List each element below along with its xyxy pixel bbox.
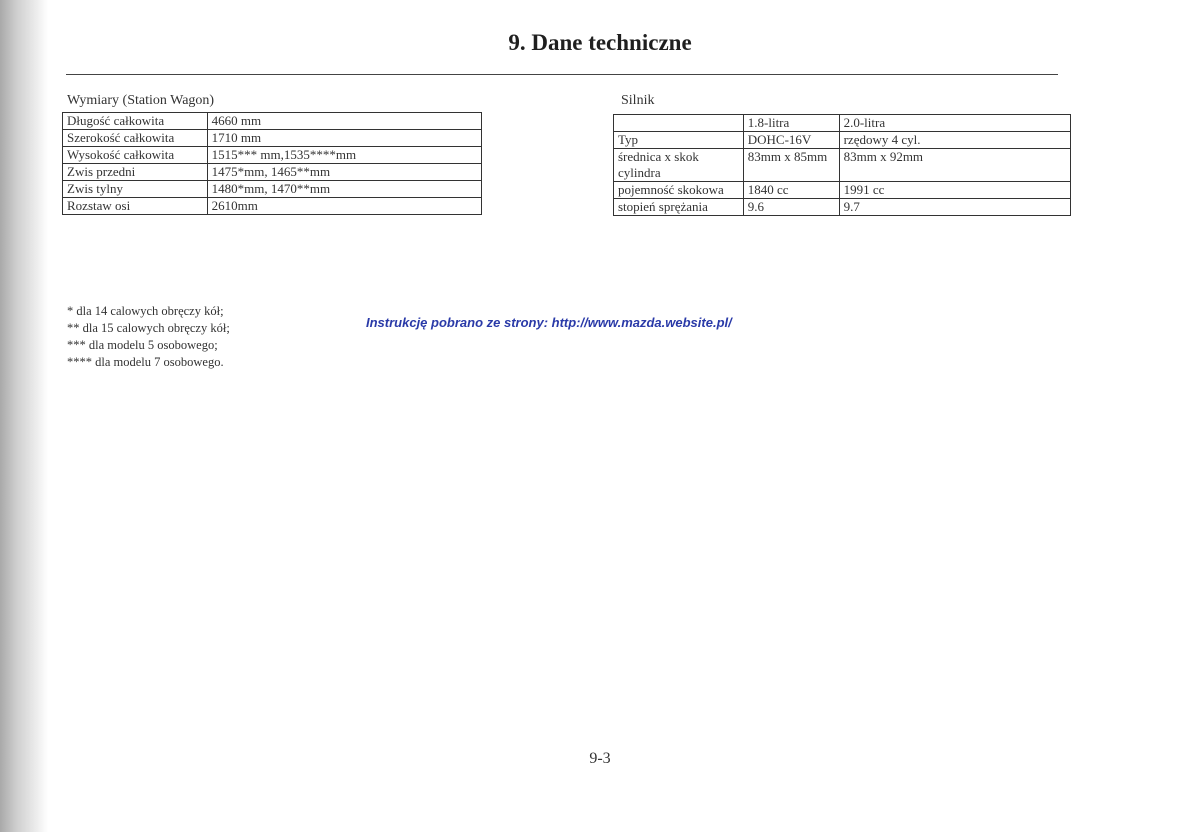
engine-table <box>613 114 1071 216</box>
dimension-label: Szerokość całkowita <box>63 130 208 147</box>
table-row <box>614 149 1071 182</box>
engine-value-2-0: 1991 cc <box>839 182 1070 199</box>
dimension-value: 1710 mm <box>207 130 481 147</box>
table-row <box>63 130 482 147</box>
page-number: 9-3 <box>589 750 611 767</box>
dimension-label: Wysokość całkowita <box>63 147 208 164</box>
engine-value-1-8: 1840 cc <box>743 182 839 199</box>
page-title: 9. Dane techniczne <box>508 30 692 55</box>
table-header-row <box>614 115 1071 132</box>
dimension-label: Zwis przedni <box>63 164 208 181</box>
table-row <box>63 181 482 198</box>
dimensions-table <box>62 112 482 215</box>
footnote: *** dla modelu 5 osobowego; <box>67 338 218 352</box>
footnote: * dla 14 calowych obręczy kół; <box>67 304 224 318</box>
engine-value-2-0: 9.7 <box>839 199 1070 216</box>
table-row <box>63 164 482 181</box>
footnotes <box>67 303 230 371</box>
dimension-label: Długość całkowita <box>63 113 208 130</box>
table-row <box>63 198 482 215</box>
dimension-value: 1515*** mm,1535****mm <box>207 147 481 164</box>
page-binding-shadow <box>0 0 48 832</box>
table-row <box>614 182 1071 199</box>
title-divider <box>66 74 1058 75</box>
dimension-value: 1475*mm, 1465**mm <box>207 164 481 181</box>
dimension-label: Rozstaw osi <box>63 198 208 215</box>
column-header: 1.8-litra <box>743 115 839 132</box>
engine-value-1-8: 9.6 <box>743 199 839 216</box>
dimension-label: Zwis tylny <box>63 181 208 198</box>
dimension-value: 2610mm <box>207 198 481 215</box>
engine-value-1-8: DOHC-16V <box>743 132 839 149</box>
footnote: **** dla modelu 7 osobowego. <box>67 355 224 369</box>
column-header <box>614 115 744 132</box>
table-row <box>614 199 1071 216</box>
engine-label: stopień sprężania <box>614 199 744 216</box>
dimension-value: 1480*mm, 1470**mm <box>207 181 481 198</box>
dimension-value: 4660 mm <box>207 113 481 130</box>
footnote: ** dla 15 calowych obręczy kół; <box>67 321 230 335</box>
column-header: 2.0-litra <box>839 115 1070 132</box>
engine-label: Typ <box>614 132 744 149</box>
dimensions-caption: Wymiary (Station Wagon) <box>67 93 215 108</box>
engine-label: pojemność skokowa <box>614 182 744 199</box>
engine-label: średnica x skok cylindra <box>614 149 744 182</box>
table-row <box>63 147 482 164</box>
table-row <box>614 132 1071 149</box>
engine-value-2-0: 83mm x 92mm <box>839 149 1070 182</box>
engine-caption: Silnik <box>621 93 655 108</box>
engine-value-2-0: rzędowy 4 cyl. <box>839 132 1070 149</box>
engine-value-1-8: 83mm x 85mm <box>743 149 839 182</box>
table-row <box>63 113 482 130</box>
source-link[interactable]: Instrukcję pobrano ze strony: http://www.mazda.website.pl/ <box>366 315 732 330</box>
